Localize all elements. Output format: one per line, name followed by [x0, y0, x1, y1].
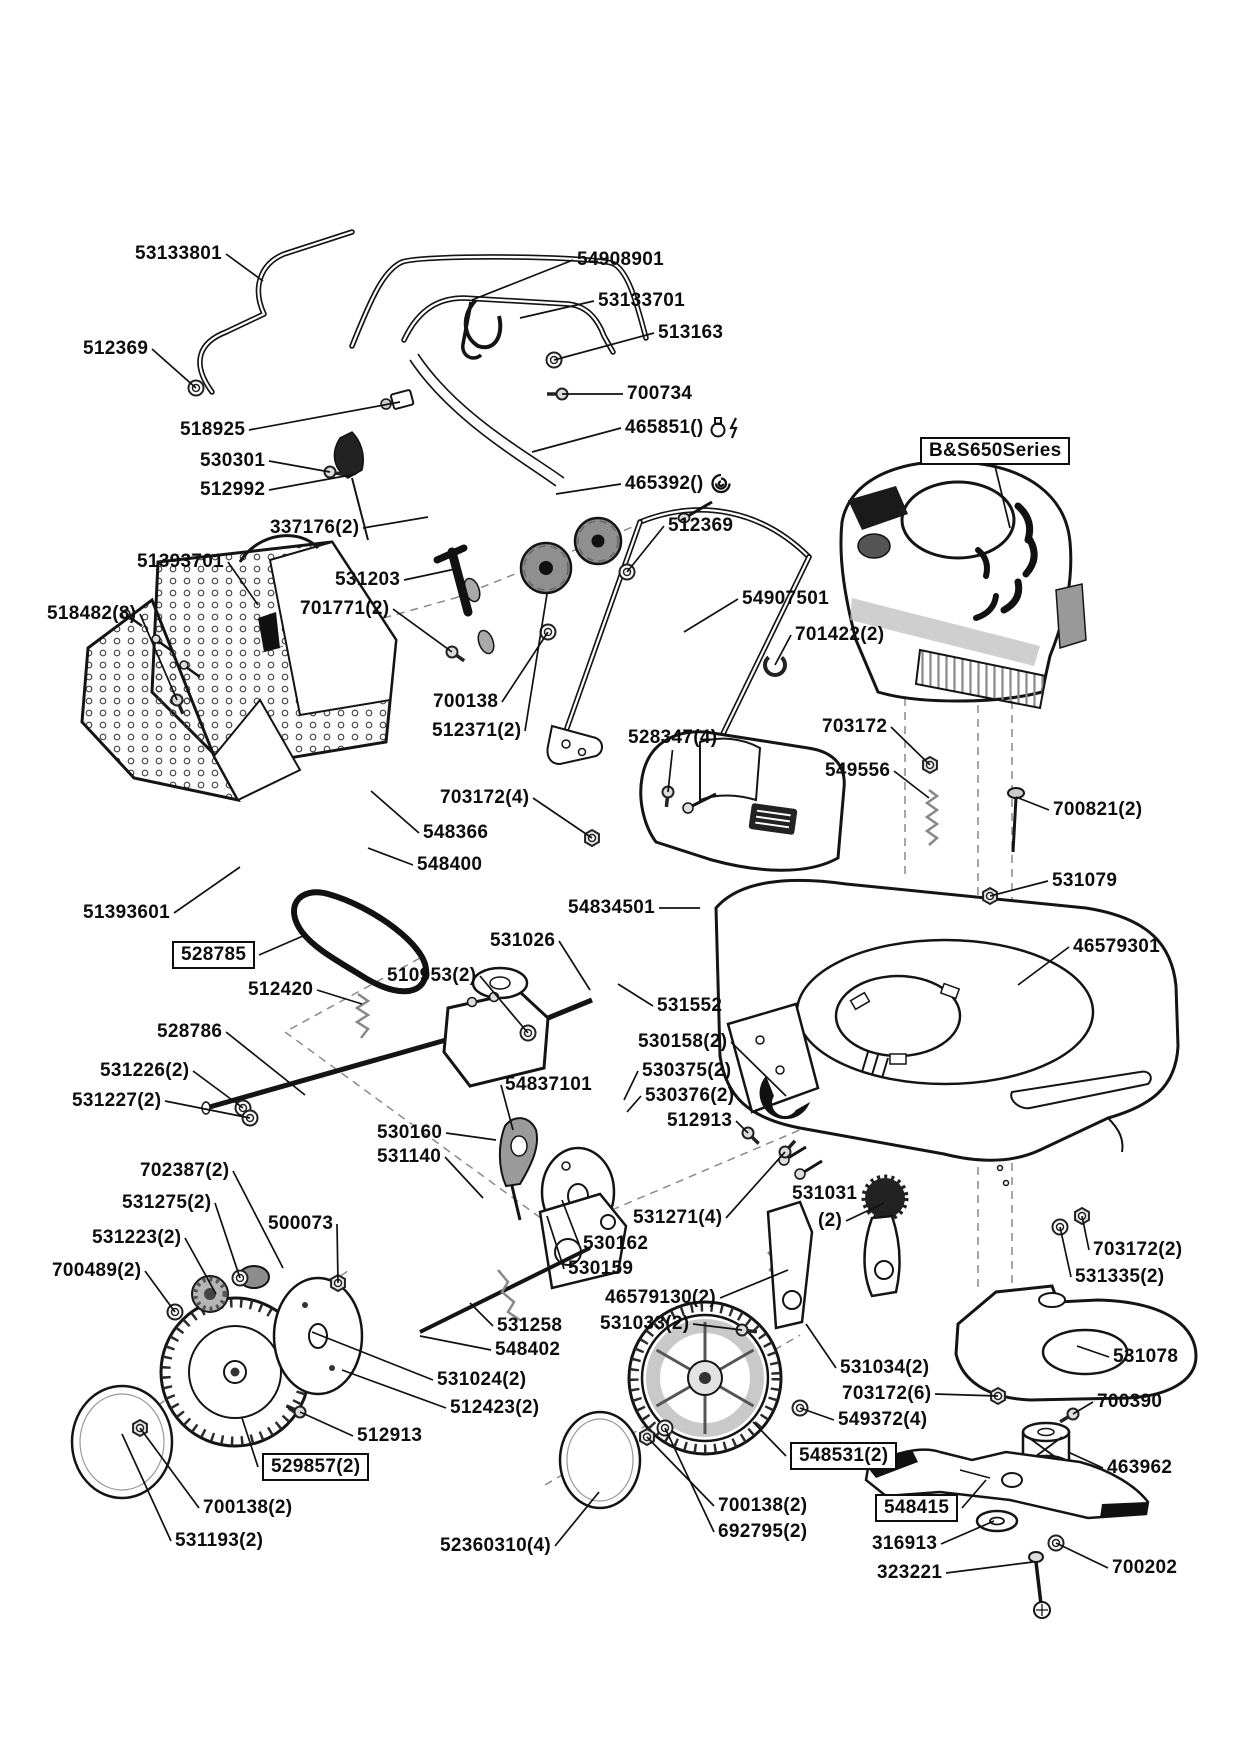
- boxed-part-label: 548415: [875, 1494, 958, 1522]
- boxed-part-label: B&S650Series: [920, 437, 1070, 465]
- key-lightning-icon: [709, 416, 749, 440]
- part-label: 700390: [1097, 1391, 1163, 1412]
- part-label: 54907501: [742, 588, 829, 609]
- boxed-part-label: 529857(2): [262, 1453, 369, 1481]
- part-label: 548400: [417, 854, 483, 875]
- part-label: 531193(2): [175, 1530, 264, 1551]
- part-label: 46579301: [1073, 936, 1160, 957]
- recoil-starter-icon: [709, 472, 733, 496]
- part-label: 512369: [83, 338, 149, 359]
- part-label: 531223(2): [92, 1227, 182, 1248]
- part-label: 548366: [423, 822, 489, 843]
- part-label: 703172: [822, 716, 888, 737]
- part-label: 548402: [495, 1339, 561, 1360]
- part-label: 512369: [668, 515, 734, 536]
- part-label: 700821(2): [1053, 799, 1143, 820]
- part-label: 463962: [1107, 1457, 1173, 1478]
- part-label: 54834501: [568, 897, 655, 918]
- part-label: 700202: [1112, 1557, 1178, 1578]
- part-label: 531271(4): [633, 1207, 723, 1228]
- part-label: 512423(2): [450, 1397, 540, 1418]
- part-label: 323221: [877, 1562, 943, 1583]
- part-label: 701771(2): [300, 598, 390, 619]
- part-label: 531335(2): [1075, 1266, 1165, 1287]
- part-label: 54837101: [505, 1074, 592, 1095]
- part-label: 531079: [1052, 870, 1118, 891]
- part-label: 700734: [627, 383, 693, 404]
- part-label: 700138: [433, 691, 499, 712]
- part-label: 530162: [583, 1233, 649, 1254]
- part-label: (2): [818, 1210, 843, 1231]
- part-label: 510953(2): [387, 965, 477, 986]
- part-label: 52360310(4): [440, 1535, 552, 1556]
- part-label: 518925: [180, 419, 246, 440]
- part-label: 531258: [497, 1315, 563, 1336]
- part-label: 46579130(2): [605, 1287, 717, 1308]
- part-label: 531024(2): [437, 1369, 527, 1390]
- part-label: 530158(2): [638, 1031, 728, 1052]
- part-label: 531552: [657, 995, 723, 1016]
- part-label: 531034(2): [840, 1357, 930, 1378]
- part-label: 549556: [825, 760, 891, 781]
- part-label: 530159: [568, 1258, 634, 1279]
- part-label: 531226(2): [100, 1060, 190, 1081]
- part-label: 512371(2): [432, 720, 522, 741]
- part-label: 465392(): [625, 473, 704, 494]
- part-label: 701422(2): [795, 624, 885, 645]
- part-label: 702387(2): [140, 1160, 230, 1181]
- part-label: 51393701: [137, 551, 224, 572]
- part-label: 703172(4): [440, 787, 530, 808]
- part-label: 316913: [872, 1533, 938, 1554]
- part-label: 531078: [1113, 1346, 1179, 1367]
- part-label: 528347(4): [628, 727, 718, 748]
- part-label: 512420: [248, 979, 314, 1000]
- part-label: 700138(2): [203, 1497, 293, 1518]
- part-label: 530160: [377, 1122, 443, 1143]
- part-label: 500073: [268, 1213, 334, 1234]
- part-label: 518482(8): [47, 603, 137, 624]
- part-label: 531026: [490, 930, 556, 951]
- part-label: 700489(2): [52, 1260, 142, 1281]
- part-label: 337176(2): [270, 517, 360, 538]
- part-label: 51393601: [83, 902, 170, 923]
- part-label: 53133801: [135, 243, 222, 264]
- part-label: 700138(2): [718, 1495, 808, 1516]
- part-label: 703172(6): [842, 1383, 932, 1404]
- part-label: 513163: [658, 322, 724, 343]
- part-label: 531031: [792, 1183, 858, 1204]
- part-label: 530301: [200, 450, 266, 471]
- part-label: 512913: [357, 1425, 423, 1446]
- part-label: 530376(2): [645, 1085, 735, 1106]
- part-label: 528786: [157, 1021, 223, 1042]
- boxed-part-label: 528785: [172, 941, 255, 969]
- part-label: 531033(2): [600, 1313, 690, 1334]
- part-label: 531140: [377, 1146, 442, 1167]
- part-label: 53133701: [598, 290, 685, 311]
- part-label: 512913: [667, 1110, 733, 1131]
- part-label: 54908901: [577, 249, 664, 270]
- part-label: 549372(4): [838, 1409, 928, 1430]
- part-label: 692795(2): [718, 1521, 808, 1542]
- part-label: 531203: [335, 569, 401, 590]
- part-label: 465851(): [625, 417, 704, 438]
- part-label: 531227(2): [72, 1090, 162, 1111]
- part-label: 530375(2): [642, 1060, 732, 1081]
- boxed-part-label: 548531(2): [790, 1442, 897, 1470]
- part-label: 531275(2): [122, 1192, 212, 1213]
- part-label: 703172(2): [1093, 1239, 1183, 1260]
- part-label: 512992: [200, 479, 266, 500]
